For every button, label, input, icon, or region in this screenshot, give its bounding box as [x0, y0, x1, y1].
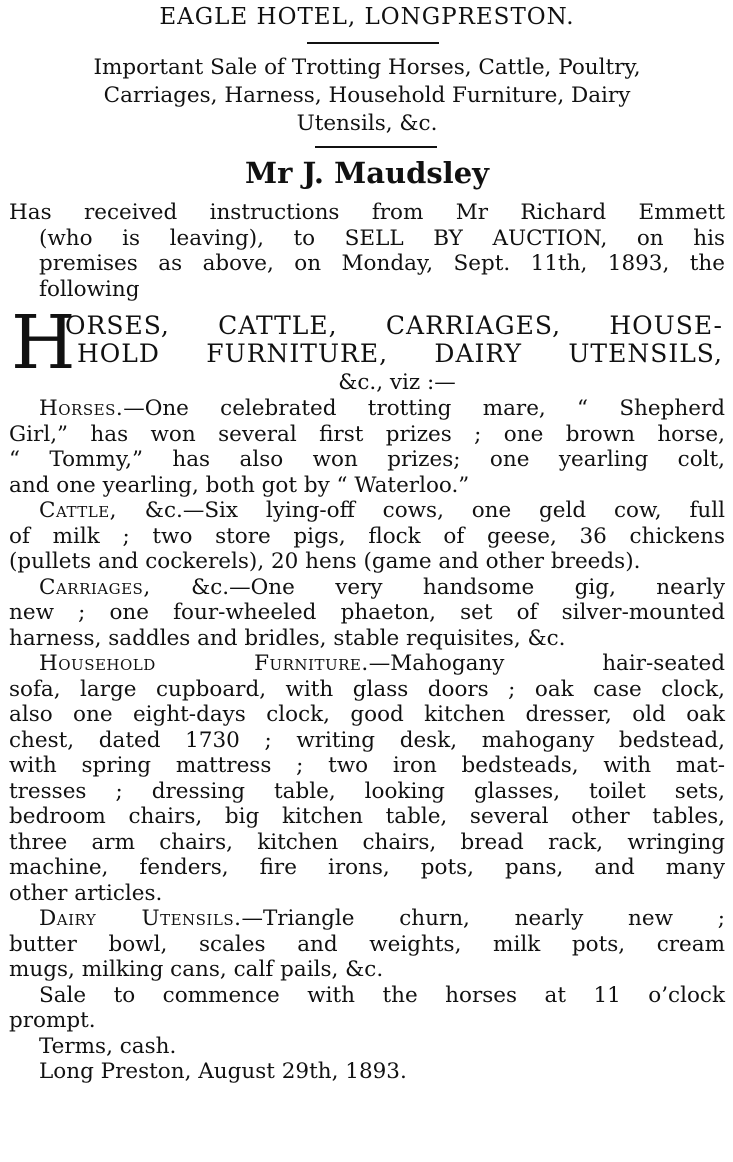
section-line: sofa, large cupboard, with glass doors ; oak case clock, [9, 676, 725, 702]
section-cattle-first-line: Cattle, &c.—Six lying-off cows, one geld cow, full [39, 498, 725, 523]
section-horses-first-line: Horses.—One celebrated trotting mare, “ Shepherd [39, 396, 725, 421]
section-line: of milk ; two store pigs, flock of geese, 36 chickens [9, 523, 725, 549]
heading-line: HOLD FURNITURE, DAIRY UTENSILS, [77, 339, 723, 368]
section-line: chest, dated 1730 ; writing desk, mahogany bedstead, [9, 727, 725, 753]
section-line: bedroom chairs, big kitchen table, several other tables, [9, 804, 725, 829]
section-label: Horses. [39, 396, 124, 421]
subtitle-line: Important Sale of Trotting Horses, Cattle, Poultry, [93, 55, 641, 80]
section-label: Carriages, [39, 574, 151, 600]
section-line: tresses ; dressing table, looking glasses, toilet sets, [9, 778, 725, 804]
section-line: new ; one four-wheeled phaeton, set of silver-mounted [9, 600, 725, 625]
section-dairy-first-line: Dairy Utensils.—Triangle churn, nearly new ; [39, 906, 725, 931]
section-label: Dairy Utensils. [39, 906, 242, 931]
section-line: with spring mattress ; two iron bedsteads, with mat- [9, 753, 725, 778]
auctioneer-name: Mr J. Maudsley [244, 156, 490, 190]
sale-note-line: Sale to commence with the horses at 11 o’clock [39, 982, 725, 1008]
subtitle-line: Utensils, &c. [296, 111, 438, 136]
sale-note-line: prompt. [9, 1008, 96, 1033]
section-line: “ Tommy,” has also won prizes; one yearling colt, [9, 447, 725, 472]
section-line: also one eight-days clock, good kitchen dresser, old oak [9, 702, 725, 727]
drop-cap: H [11, 300, 76, 386]
section-carriages-first-line: Carriages, &c.—One very handsome gig, nearly [39, 574, 725, 600]
title-rule [307, 42, 439, 44]
terms: Terms, cash. [39, 1033, 177, 1059]
ad-title: EAGLE HOTEL, LONGPRESTON. [159, 4, 575, 30]
section-line: mugs, milking cans, calf pails, &c. [9, 957, 384, 982]
section-furniture-first-line: Household Furniture.—Mahogany hair-seated [39, 651, 725, 676]
intro-line: following [39, 276, 140, 302]
section-line: butter bowl, scales and weights, milk pots, cream [9, 931, 725, 957]
intro-line: (who is leaving), to SELL BY AUCTION, on his [39, 225, 725, 251]
subtitle-line: Carriages, Harness, Household Furniture, Dairy [103, 83, 631, 108]
section-label: Cattle, [39, 498, 117, 523]
heading-viz: &c., viz :— [338, 370, 456, 395]
section-line: and one yearling, both got by “ Waterloo.” [9, 472, 470, 498]
section-line: harness, saddles and bridles, stable requisites, &c. [9, 625, 566, 651]
subtitle-rule [315, 146, 437, 148]
lots-list [9, 396, 725, 1085]
heading-line: ORSES, CATTLE, CARRIAGES, HOUSE- [65, 311, 723, 340]
section-line: three arm chairs, kitchen chairs, bread rack, wringing [9, 829, 725, 855]
section-line: other articles. [9, 880, 163, 906]
intro-line: premises as above, on Monday, Sept. 11th, 1893, the [39, 251, 725, 276]
dateline: Long Preston, August 29th, 1893. [39, 1059, 407, 1084]
intro-line: Has received instructions from Mr Richard Emmett [9, 200, 725, 225]
section-label: Household Furniture. [39, 651, 369, 676]
ad-subtitle [9, 54, 725, 138]
section-line: machine, fenders, fire irons, pots, pans, and many [9, 855, 725, 880]
intro-paragraph [9, 200, 725, 302]
section-line: (pullets and cockerels), 20 hens (game and other breeds). [9, 549, 641, 574]
section-line: Girl,” has won several first prizes ; one brown horse, [9, 421, 725, 447]
